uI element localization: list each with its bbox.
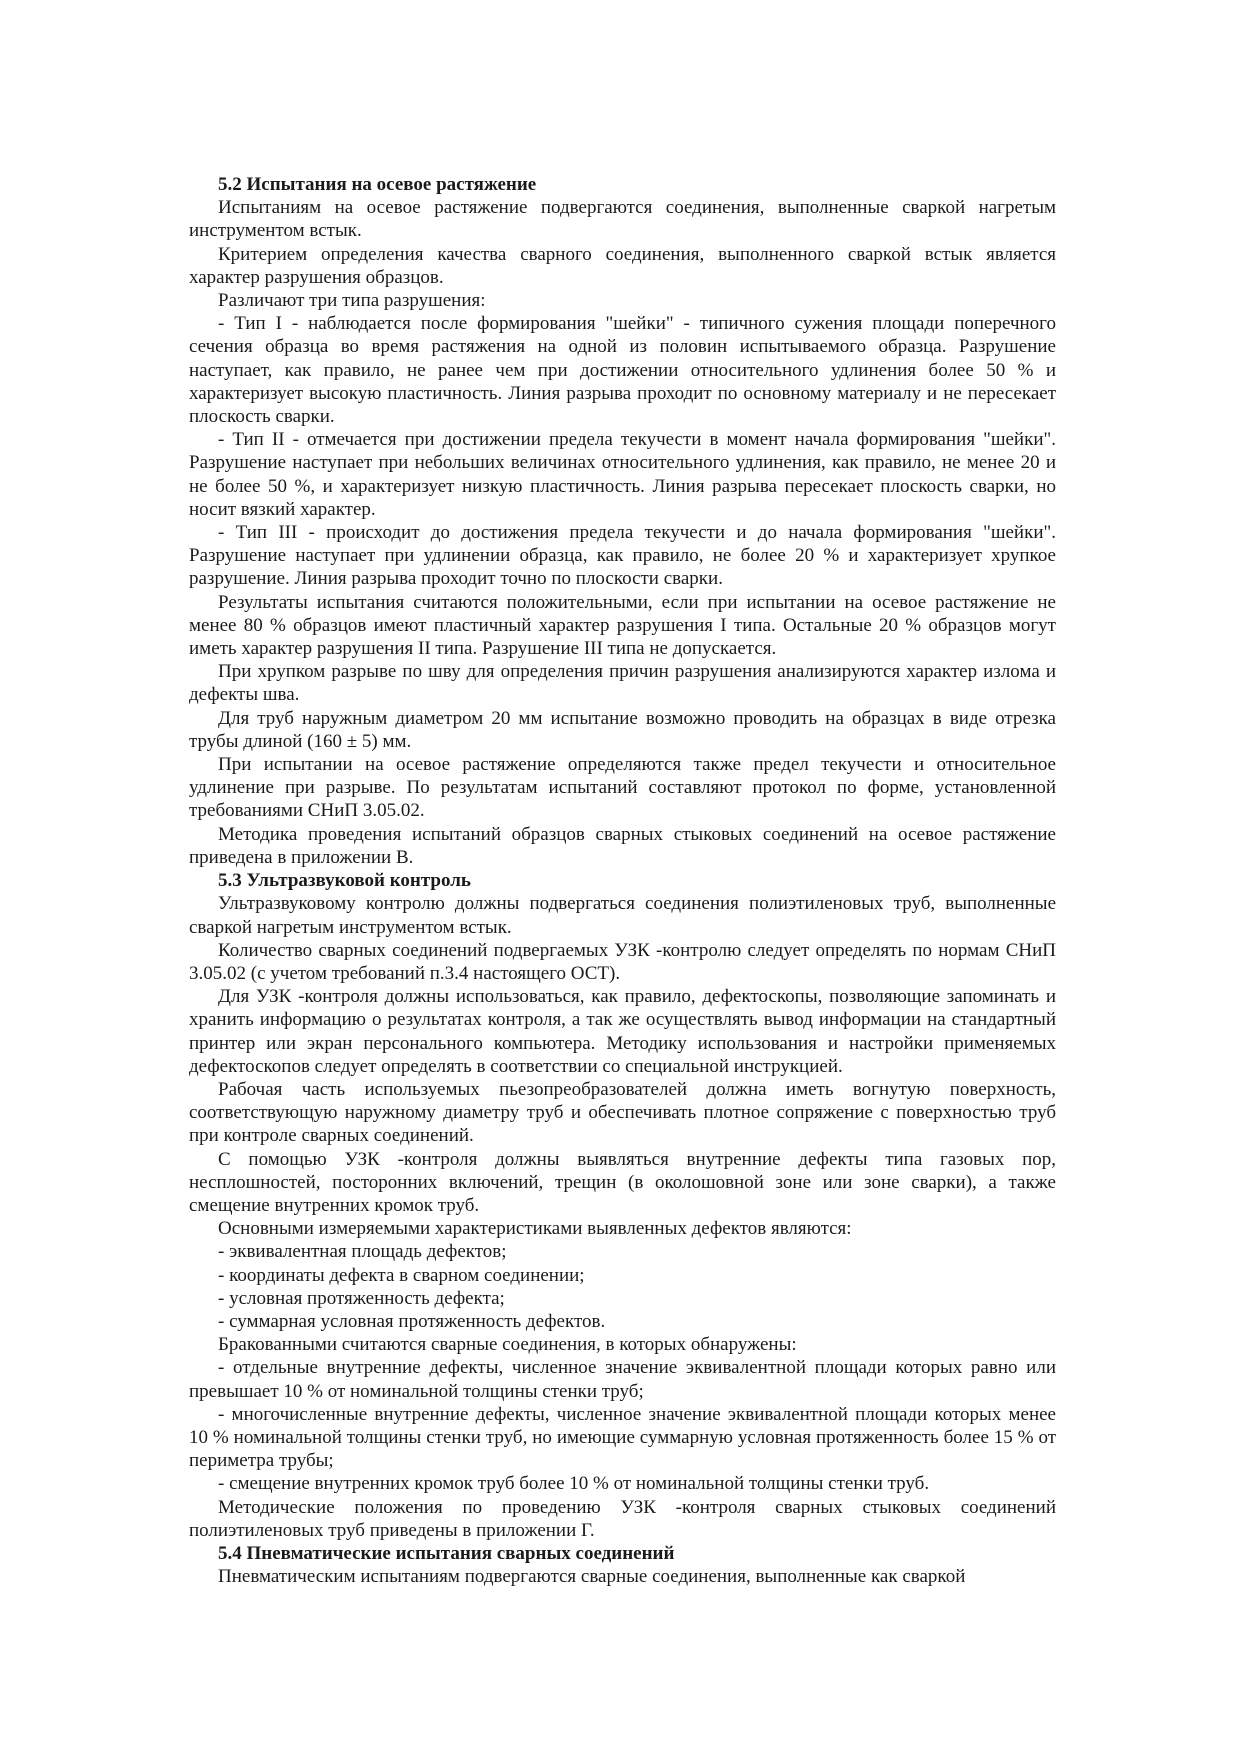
body-paragraph: Различают три типа разрушения:	[218, 290, 486, 312]
section-heading: 5.4 Пневматические испытания сварных соединений	[218, 1542, 675, 1564]
body-paragraph: При хрупком разрыве по шву для определения причин разрушения анализируются характер излома и дефекты шва.	[189, 661, 1056, 706]
body-paragraph: Критерием определения качества сварного соединения, выполненного сваркой встык является характер разрушения образцов.	[189, 243, 1056, 288]
body-paragraph: Ультразвуковому контролю должны подвергаться соединения полиэтиленовых труб, выполненные сваркой нагретым инструментом встык.	[189, 893, 1056, 938]
body-paragraph: Испытаниям на осевое растяжение подвергаются соединения, выполненные сваркой нагретым инструментом встык.	[189, 197, 1056, 242]
body-paragraph: Пневматическим испытаниям подвергаются сварные соединения, выполненные как сваркой	[218, 1566, 966, 1588]
body-paragraph: Методические положения по проведению УЗК -контроля сварных стыковых соединений полиэтиленовых труб приведены в приложении Г.	[189, 1496, 1056, 1541]
body-paragraph: - Тип I - наблюдается после формирования "шейки" - типичного сужения площади поперечного сечения образца во время растяжения на одной из половин испытываемого образца. Разрушение наступает, как правило, не ранее чем при достижении относительного удлинения более 50 % и характеризует высокую пластичность. Линия разрыва проходит по основному материалу и не пересекает плоскость сварки.	[189, 313, 1056, 428]
body-paragraph: Методика проведения испытаний образцов сварных стыковых соединений на осевое растяжение приведена в приложении В.	[189, 823, 1056, 868]
body-paragraph: Рабочая часть используемых пьезопреобразователей должна иметь вогнутую поверхность, соответствующую наружному диаметру труб и обеспечивать плотное сопряжение с поверхностью труб при контроле сварных соединений.	[189, 1078, 1056, 1147]
body-paragraph: Количество сварных соединений подвергаемых УЗК -контролю следует определять по нормам СНиП 3.05.02 (с учетом требований п.3.4 настоящего ОСТ).	[189, 939, 1056, 984]
body-paragraph: Бракованными считаются сварные соединения, в которых обнаружены:	[218, 1334, 797, 1356]
body-paragraph: - отдельные внутренние дефекты, численное значение эквивалентной площади которых равно или превышает 10 % от номинальной толщины стенки труб;	[189, 1357, 1056, 1402]
body-paragraph: Для труб наружным диаметром 20 мм испытание возможно проводить на образцах в виде отрезка трубы длиной (160 ± 5) мм.	[189, 707, 1056, 752]
body-paragraph: - смещение внутренних кромок труб более 10 % от номинальной толщины стенки труб.	[218, 1473, 930, 1495]
body-paragraph: Основными измеряемыми характеристиками выявленных дефектов являются:	[218, 1218, 852, 1240]
body-paragraph: При испытании на осевое растяжение определяются также предел текучести и относительное удлинение при разрыве. По результатам испытаний составляют протокол по форме, установленной требованиями СНиП 3.05.02.	[189, 754, 1056, 822]
body-paragraph: С помощью УЗК -контроля должны выявляться внутренние дефекты типа газовых пор, несплошностей, посторонних включений, трещин (в околошовной зоне или зоне сварки), а также смещение внутренних кромок труб.	[189, 1148, 1056, 1216]
document-page	[189, 173, 1056, 1588]
body-paragraph: Для УЗК -контроля должны использоваться, как правило, дефектоскопы, позволяющие запоминать и хранить информацию о результатах контроля, а так же осуществлять вывод информации на стандартный принтер или экран персонального компьютера. Методику использования и настройки применяемых дефектоскопов следует определять в соответствии со специальной инструкцией.	[189, 986, 1056, 1077]
body-paragraph: - Тип II - отмечается при достижении предела текучести в момент начала формирования "шейки". Разрушение наступает при небольших величинах относительного удлинения, как правило, не менее 20 и не более 50 %, и характеризует низкую пластичность. Линия разрыва пересекает плоскость сварки, но носит вязкий характер.	[189, 429, 1056, 520]
list-item: - условная протяженность дефекта;	[218, 1287, 505, 1309]
list-item: - суммарная условная протяженность дефектов.	[218, 1310, 606, 1332]
list-item: - координаты дефекта в сварном соединении;	[218, 1264, 585, 1286]
section-heading: 5.2 Испытания на осевое растяжение	[218, 174, 537, 195]
section-heading: 5.3 Ультразвуковой контроль	[218, 870, 471, 892]
body-paragraph: - Тип III - происходит до достижения предела текучести и до начала формирования "шейки". Разрушение наступает при удлинении образца, как правило, не более 20 % и характеризует хрупкое разрушение. Линия разрыва проходит точно по плоскости сварки.	[189, 522, 1056, 590]
list-item: - эквивалентная площадь дефектов;	[218, 1241, 507, 1263]
body-paragraph: Результаты испытания считаются положительными, если при испытании на осевое растяжение не менее 80 % образцов имеют пластичный характер разрушения I типа. Остальные 20 % образцов могут иметь характер разрушения II типа. Разрушение III типа не допускается.	[189, 591, 1056, 660]
body-paragraph: - многочисленные внутренние дефекты, численное значение эквивалентной площади которых менее 10 % номинальной толщины стенки труб, но имеющие суммарную условная протяженность более 15 % от периметра трубы;	[189, 1403, 1056, 1472]
